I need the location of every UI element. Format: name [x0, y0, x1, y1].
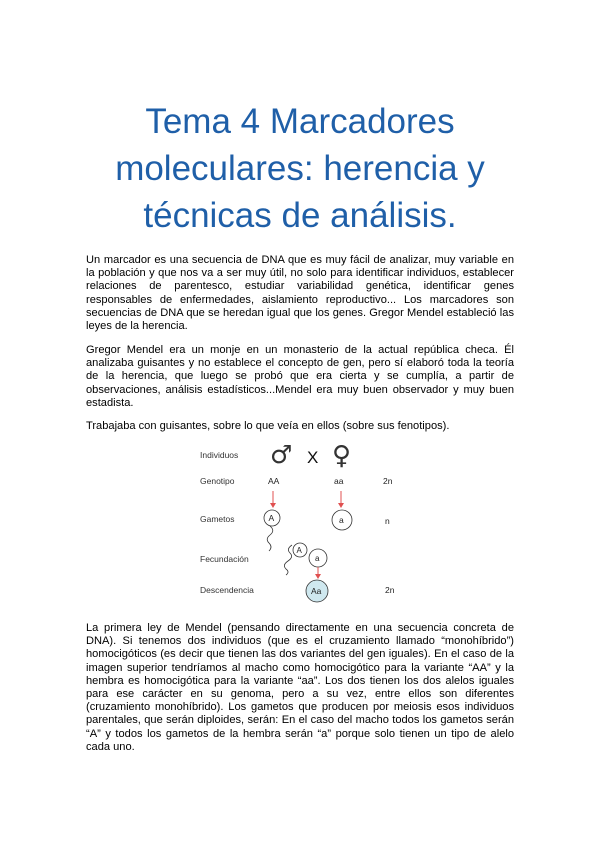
female-gamete-label: a	[339, 515, 344, 525]
female-symbol-icon: ♀	[332, 441, 352, 471]
male-gamete-label: A	[268, 513, 275, 523]
ploidy-genotipo: 2n	[383, 476, 393, 486]
paragraph-marcador: Un marcador es una secuencia de DNA que es muy fácil de analizar, muy variable en la población y que nos va a ser muy útil, no solo para identificar individuos, establecer relaciones de parentesco, estudiar variabilidad genética, identificar genes responsables de enfermedades, aislamiento reproductivo... Los marcadores son secuencias de DNA que se heredan igual que los genes. Gregor Mendel estableció las leyes de la herencia.	[86, 254, 514, 333]
arrow-offspring-head	[315, 574, 321, 579]
label-fecundacion: Fecundación	[200, 554, 249, 564]
label-descendencia: Descendencia	[200, 585, 254, 595]
page-title	[60, 98, 540, 239]
ploidy-descendencia: 2n	[385, 585, 395, 595]
zygote-sperm-tail	[284, 545, 292, 575]
title-line-2: moleculares: herencia y	[115, 149, 485, 188]
zygote-egg-label: a	[315, 554, 320, 563]
ploidy-gametos: n	[385, 516, 390, 526]
arrow-male-head	[270, 503, 276, 508]
female-genotype: aa	[334, 476, 344, 486]
paragraph-primera-ley: La primera ley de Mendel (pensando directamente en una secuencia concreta de DNA). Si tenemos dos individuos (que es el cruzamiento llamado “monohíbrido”) homocigóticos (es decir que tienen las dos variantes del gen iguales). En el caso de la imagen superior tendríamos al macho como homocigótico para la variante “AA” y la hembra es homocigótica para la variante “aa”. Los dos tienen los dos alelos iguales para ese carácter en su genoma, pero a su vez, entre ellos son diferentes (cruzamiento monohíbrido). Los gametos que producen por meiosis esos individuos parentales, que serán diploides, serán: En el caso del macho todos los gametos serán “A” y todos los gametos de la hembra serán “a” porque solo tienen un tipo de alelo cada uno.	[86, 622, 514, 753]
paragraph-mendel: Gregor Mendel era un monje en un monasterio de la actual república checa. Él analizaba guisantes y no establece el concepto de gen, pero sí elaboró toda la teoría de la herencia, que luego se probó que era cierta y se cumplía, a partir de observaciones, análisis estadísticos...Mendel era muy buen observador y muy buen estadista.	[86, 344, 514, 409]
title-line-3: técnicas de análisis.	[143, 196, 457, 235]
cross-symbol: X	[307, 448, 319, 467]
label-gametos: Gametos	[200, 514, 235, 524]
arrow-female-head	[338, 503, 344, 508]
male-genotype: AA	[268, 476, 280, 486]
offspring-label: Aa	[311, 586, 322, 596]
paragraph-guisantes: Trabajaba con guisantes, sobre lo que veía en ellos (sobre sus fenotipos).	[86, 420, 450, 432]
male-symbol-icon: ♂	[270, 440, 293, 469]
zygote-sperm-label: A	[296, 546, 302, 555]
label-individuos: Individuos	[200, 450, 239, 460]
mendel-cross-diagram	[0, 430, 600, 610]
title-line-1: Tema 4 Marcadores	[145, 102, 455, 141]
label-genotipo: Genotipo	[200, 476, 235, 486]
